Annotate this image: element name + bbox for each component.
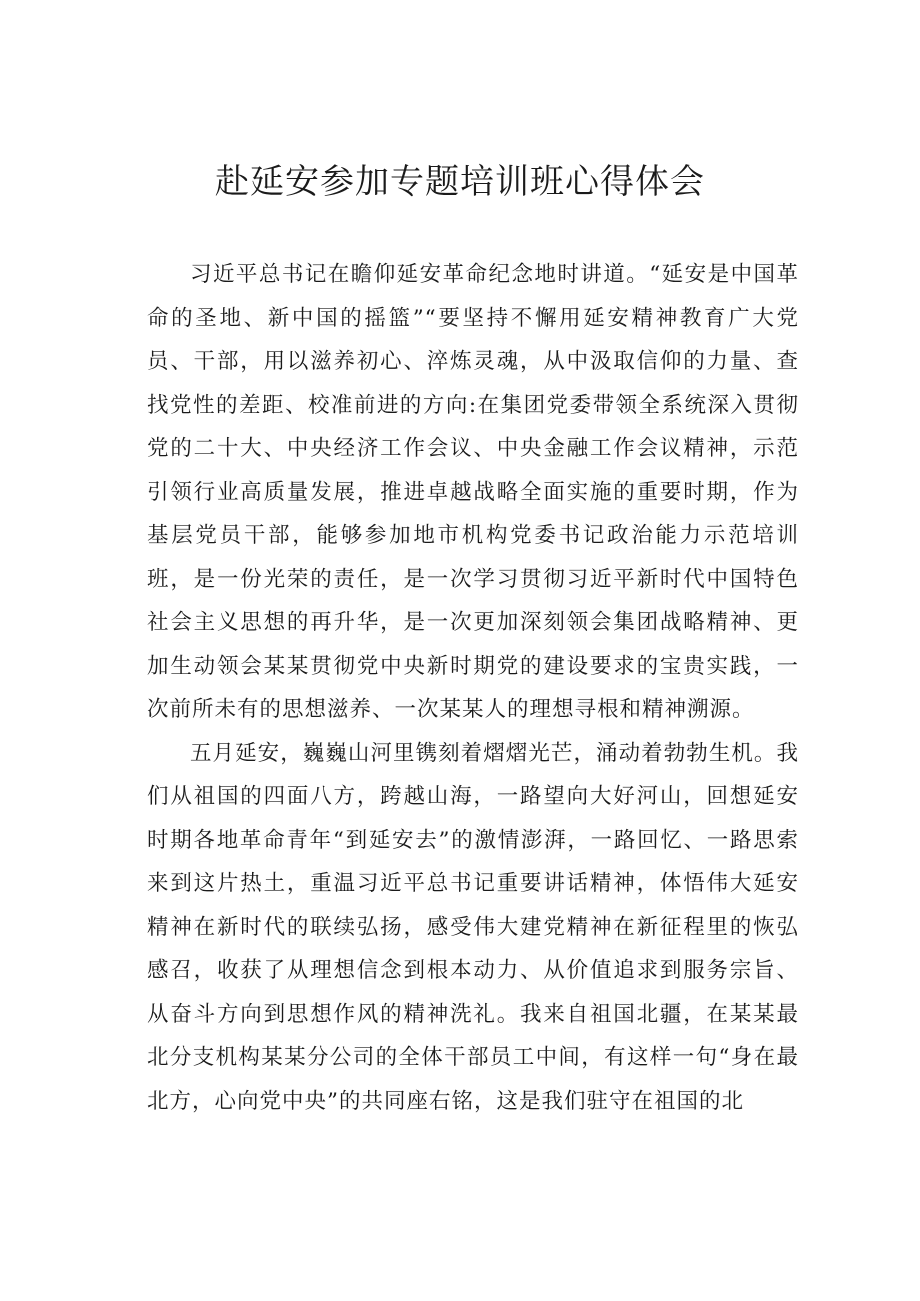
document-body [147,253,799,1123]
document-title: 赴延安参加专题培训班心得体会 [215,162,705,202]
paragraph-1: 习近平总书记在瞻仰延安革命纪念地时讲道。“延安是中国革命的圣地、新中国的摇篮”“要坚持不懈用延安精神教育广大党员、干部，用以滋养初心、淬炼灵魂，从中汲取信仰的力量、查找党性的差距、校准前进的方向:在集团党委带领全系统深入贯彻党的二十大、中央经济工作会议、中央金融工作会议精神，示范引领行业高质量发展，推进卓越战略全面实施的重要时期，作为基层党员干部，能够参加地市机构党委书记政治能力示范培训班，是一份光荣的责任，是一次学习贯彻习近平新时代中国特色社会主义思想的再升华，是一次更加深刻领会集团战略精神、更加生动领会某某贯彻党中央新时期党的建设要求的宝贵实践，一次前所未有的思想滋养、一次某某人的理想寻根和精神溯源。 [147,262,799,722]
paragraph-2: 五月延安，巍巍山河里镌刻着熠熠光芒，涌动着勃勃生机。我们从祖国的四面八方，跨越山海，一路望向大好河山，回想延安时期各地革命青年“到延安去”的激情澎湃，一路回忆、一路思索来到这片热土，重温习近平总书记重要讲话精神，体悟伟大延安精神在新时代的联续弘扬，感受伟大建党精神在新征程里的恢弘感召，收获了从理想信念到根本动力、从价值追求到服务宗旨、从奋斗方向到思想作风的精神洗礼。我来自祖国北疆，在某某最北分支机构某某分公司的全体干部员工中间，有这样一句“身在最北方，心向党中央”的共同座右铭，这是我们驻守在祖国的北 [147,740,799,1114]
